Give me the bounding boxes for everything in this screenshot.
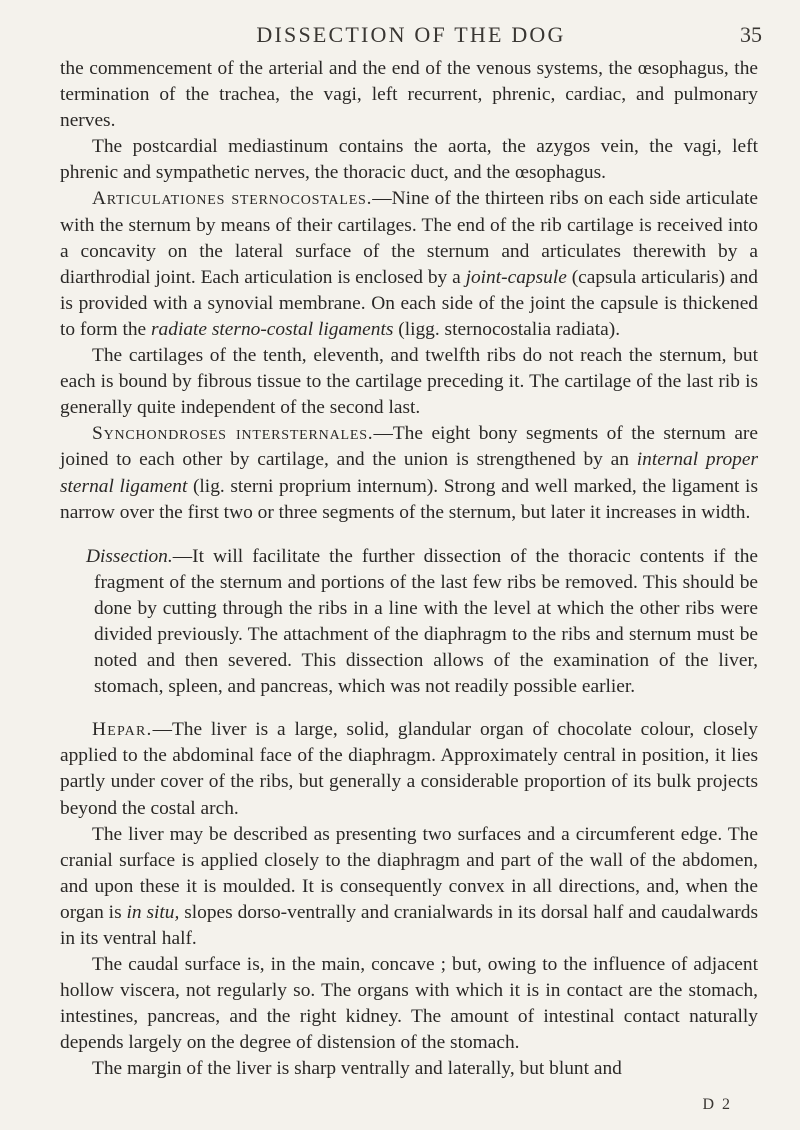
paragraph-text: (ligg. sternocostalia radiata).: [393, 318, 621, 340]
section-heading: Hepar.: [92, 719, 153, 741]
dissection-label: Dissection.: [86, 545, 173, 567]
italic-term: joint-capsule: [465, 266, 567, 288]
running-head: DISSECTION OF THE DOG: [256, 22, 566, 47]
paragraph-rib-cartilages: The cartilages of the tenth, eleventh, and twelfth ribs do not reach the sternum, but each is bound by fibrous tissue to the cartilage preceding it. The cartilage of the last rib is generally quite independent of the second last.: [60, 345, 758, 419]
page-body: [60, 56, 758, 1083]
paragraph-hepar: [60, 717, 758, 821]
paragraph-caudal-surface: The caudal surface is, in the main, concave ; but, owing to the influence of adjacent hollow viscera, not regularly so. The organs with which it is in contact are the stomach, intestines, pancreas, and the right kidney. The amount of intestinal contact naturally depends largely on the degree of distension of the stomach.: [60, 954, 758, 1054]
paragraph-liver-surfaces: [60, 822, 758, 952]
paragraph-text: slopes dorso-ventrally and cranialwards in its dorsal half and caudalwards in its ventral half.: [60, 901, 759, 949]
paragraph-text: —Nine of the thirteen ribs on each side articulate with the sternum by means of their cartilages. The end of the rib cartilage is received into a concavity on the lateral surface of the sternum and articulates therewith by a diarthrodial joint. Each articulation is enclosed by a: [60, 188, 758, 288]
section-heading: Articulationes sternocostales.: [92, 188, 373, 210]
signature-mark: D 2: [702, 1096, 732, 1113]
paragraph-text: —The eight bony segments of the sternum are joined to each other by cartilage, and the union is strengthened by an: [60, 423, 758, 471]
paragraph-text: (capsula articularis) and is provided with a synovial membrane. On each side of the joint the capsule is thickened to form the: [60, 266, 758, 340]
paragraph-text: The liver may be described as presenting two surfaces and a circumferent edge. The cranial surface is applied closely to the diaphragm and part of the wall of the abdomen, and upon these it is moulded. It is consequently convex in all directions, and, when the organ is: [60, 823, 758, 923]
paragraph-sternocostal-articulations: [60, 186, 758, 343]
page-header: [60, 22, 762, 52]
dissection-instruction: [60, 544, 758, 701]
page-number: 35: [740, 22, 762, 47]
italic-term: internal proper sternal ligament: [60, 449, 758, 497]
paragraph-text: (lig. sterni proprium internum). Strong and well marked, the ligament is narrow over the first two or three segments of the sternum, but later it increases in width.: [60, 475, 758, 523]
dissection-text: —It will facilitate the further dissection of the thoracic contents if the fragment of the sternum and portions of the last few ribs be removed. This should be done by cutting through the ribs in a line with the level at which the other ribs were divided previously. The attachment of the diaphragm to the ribs and sternum must be noted and then severed. This dissection allows of the examination of the liver, stomach, spleen, and pancreas, which was not readily possible earlier.: [94, 545, 758, 698]
paragraph-continuation: the commencement of the arterial and the end of the venous systems, the œsophagus, the termination of the trachea, the vagi, left recurrent, phrenic, cardiac, and pulmonary nerves.: [60, 58, 758, 132]
paragraph-text: —The liver is a large, solid, glandular organ of chocolate colour, closely applied to the abdominal face of the diaphragm. Approximately central in position, it lies partly under cover of the ribs, but generally a considerable proportion of its bulk projects beyond the costal arch.: [60, 719, 758, 819]
italic-term: in situ,: [126, 901, 180, 923]
paragraph-liver-margin: The margin of the liver is sharp ventrally and laterally, but blunt and: [92, 1058, 622, 1080]
paragraph-intersternal-synchondroses: [60, 421, 758, 525]
paragraph-postcardial-mediastinum: The postcardial mediastinum contains the aorta, the azygos vein, the vagi, left phrenic and sympathetic nerves, the thoracic duct, and the œsophagus.: [60, 136, 758, 184]
section-heading: Synchondroses intersternales.: [92, 423, 374, 445]
italic-term: radiate sterno-costal ligaments: [151, 318, 394, 340]
